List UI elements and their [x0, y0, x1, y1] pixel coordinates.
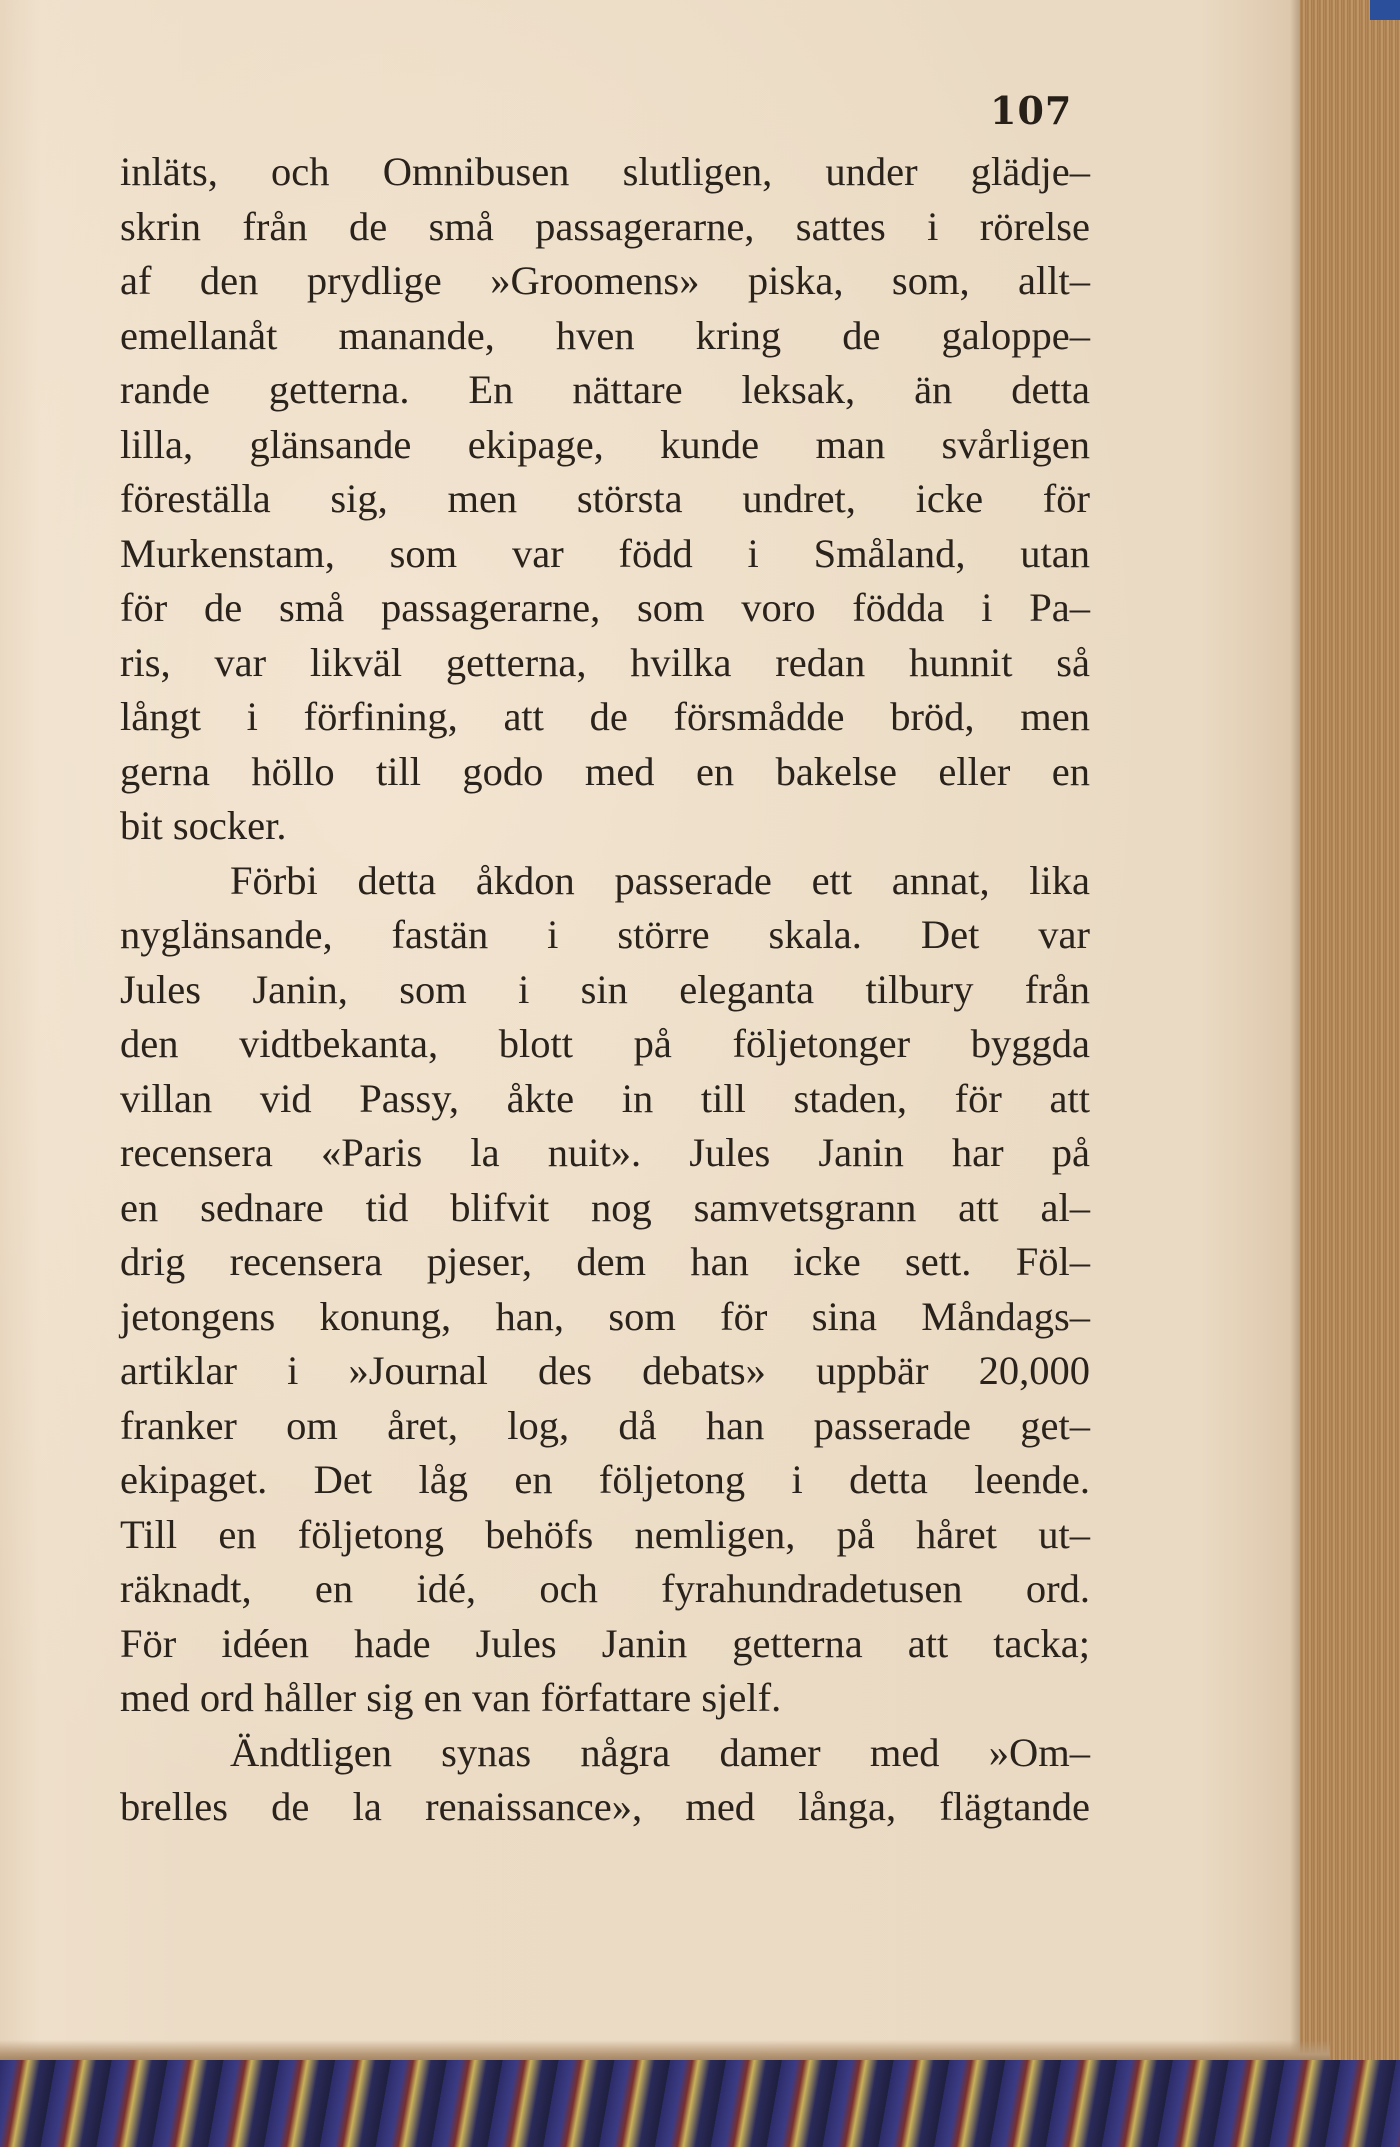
text-line: skrin från de små passagerarne, sattes i rörelse [120, 203, 1090, 249]
body-text [120, 145, 1090, 1835]
page-number: 107 [990, 88, 1073, 133]
text-line: ekipaget. Det låg en följetong i detta leende. [120, 1457, 1090, 1502]
text-line: lilla, glänsande ekipage, kunde man svårligen [120, 421, 1090, 467]
text-line: Ändtligen synas några damer med »Om– [230, 1729, 1090, 1775]
text-line: recensera «Paris la nuit». Jules Janin har på [120, 1130, 1090, 1175]
text-line: För idéen hade Jules Janin getterna att tacka; [120, 1620, 1090, 1666]
text-line: Till en följetong behöfs nemligen, på håret ut– [120, 1511, 1090, 1557]
text-line: bit socker. [120, 803, 287, 848]
text-line: Förbi detta åkdon passerade ett annat, lika [230, 857, 1090, 903]
text-line: Jules Janin, som i sin eleganta tilbury från [120, 966, 1090, 1012]
text-line: rande getterna. En nättare leksak, än detta [120, 367, 1090, 412]
text-line: drig recensera pjeser, dem han icke sett. Föl– [120, 1239, 1090, 1284]
text-line: räknadt, en idé, och fyrahundradetusen ord. [120, 1566, 1090, 1611]
text-line: villan vid Passy, åkte in till staden, för att [120, 1075, 1090, 1121]
text-line: ris, var likväl getterna, hvilka redan hunnit så [120, 639, 1090, 685]
text-line: Murkenstam, som var född i Småland, utan [120, 530, 1090, 576]
text-line: inläts, och Omnibusen slutligen, under glädje– [120, 149, 1090, 194]
text-line: nyglänsande, fastän i större skala. Det var [120, 912, 1090, 957]
text-line: artiklar i »Journal des debats» uppbär 20,000 [120, 1348, 1090, 1393]
text-line: långt i förfining, att de försmådde bröd, men [120, 694, 1090, 739]
text-line: gerna höllo till godo med en bakelse eller en [120, 748, 1090, 794]
text-line: af den prydlige »Groomens» piska, som, allt– [120, 258, 1090, 303]
text-line: för de små passagerarne, som voro födda i Pa– [120, 585, 1090, 630]
gilded-page-edges [1300, 0, 1400, 2060]
marbled-cover-band [0, 2060, 1400, 2147]
text-line: franker om året, log, då han passerade get– [120, 1402, 1090, 1448]
text-line: jetongens konung, han, som för sina Måndags– [120, 1293, 1090, 1339]
cover-corner [1370, 0, 1400, 20]
text-line: den vidtbekanta, blott på följetonger byggda [120, 1021, 1090, 1066]
text-line: med ord håller sig en van författare sjelf. [120, 1675, 782, 1720]
text-line: en sednare tid blifvit nog samvetsgrann att al– [120, 1184, 1090, 1230]
text-line: emellanåt manande, hven kring de galoppe– [120, 312, 1090, 358]
text-line: föreställa sig, men största undret, icke för [120, 476, 1090, 521]
text-line: brelles de la renaissance», med långa, flägtande [120, 1784, 1090, 1829]
